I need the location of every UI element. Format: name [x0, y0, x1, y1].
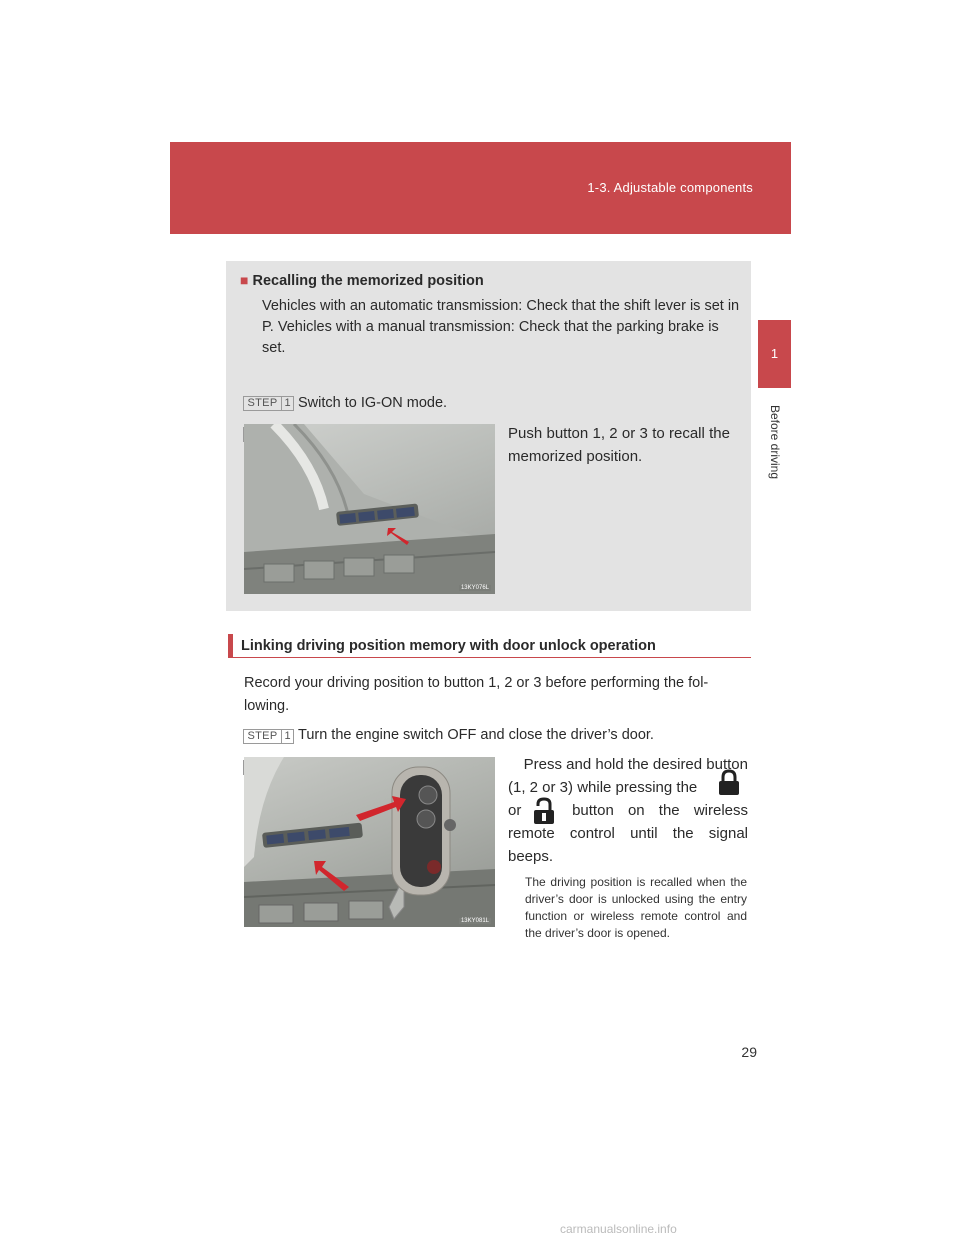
linking-step2-line3: button on the wireless	[572, 802, 748, 819]
memory-buttons-illustration	[244, 424, 495, 594]
linking-step2-line5: beeps.	[508, 848, 554, 865]
chapter-label: Before driving	[768, 404, 782, 480]
memory-buttons-photo	[244, 424, 495, 594]
step-word: STEP	[247, 730, 278, 742]
recall-heading-text: Recalling the memorized position	[252, 273, 484, 289]
chapter-number: 1	[770, 346, 779, 361]
chapter-label-area	[757, 395, 791, 495]
remote-control-illustration	[244, 757, 495, 927]
linking-note: The driving position is recalled when the driver’s door is unlocked using the entry function or wireless remote control and the driver’s door is opened.	[525, 875, 747, 940]
section-title: Linking driving position memory with door unlock operation	[241, 638, 656, 654]
image-code: 13KY076L	[460, 585, 489, 591]
linking-step1-text: Turn the engine switch OFF and close the driver’s door.	[298, 727, 654, 743]
section-marker	[228, 634, 233, 658]
step-number: 1	[281, 397, 293, 410]
linking-step2-or: or	[508, 802, 522, 819]
linking-step2-line2: (1, 2 or 3) while pressing the	[508, 779, 698, 796]
image-code: 13KY081L	[460, 918, 489, 924]
page-number: 29	[741, 1044, 757, 1060]
linking-step2-line4: remote control until the signal	[508, 825, 748, 842]
step-number: 1	[281, 730, 293, 743]
linking-step2-line1: Press and hold the desired button	[523, 756, 748, 773]
heading-marker: ■	[240, 272, 249, 288]
header-band	[170, 142, 791, 234]
recall-step2-text: Push button 1, 2 or 3 to recall the memorized position.	[508, 425, 730, 465]
linking-step1-badge	[243, 729, 294, 744]
header-title: 1-3. Adjustable components	[587, 180, 753, 195]
recall-step1-badge	[243, 396, 294, 411]
lock-icon	[716, 769, 742, 797]
step-word: STEP	[247, 397, 278, 409]
recall-paragraph: Vehicles with an automatic transmission: Check that the shift lever is set in P. Vehicles with a manual transmission: Check that the parking brake is set.	[262, 298, 740, 356]
watermark: carmanualsonline.info	[560, 1222, 677, 1236]
recall-step1-text: Switch to IG-ON mode.	[298, 395, 448, 411]
unlock-icon	[531, 797, 557, 825]
linking-intro: Record your driving position to button 1, 2 or 3 before performing the fol-lowing.	[244, 675, 709, 714]
section-heading-bar	[228, 634, 751, 658]
remote-control-photo	[244, 757, 495, 927]
recall-heading	[240, 272, 484, 289]
chapter-tab	[758, 320, 791, 388]
